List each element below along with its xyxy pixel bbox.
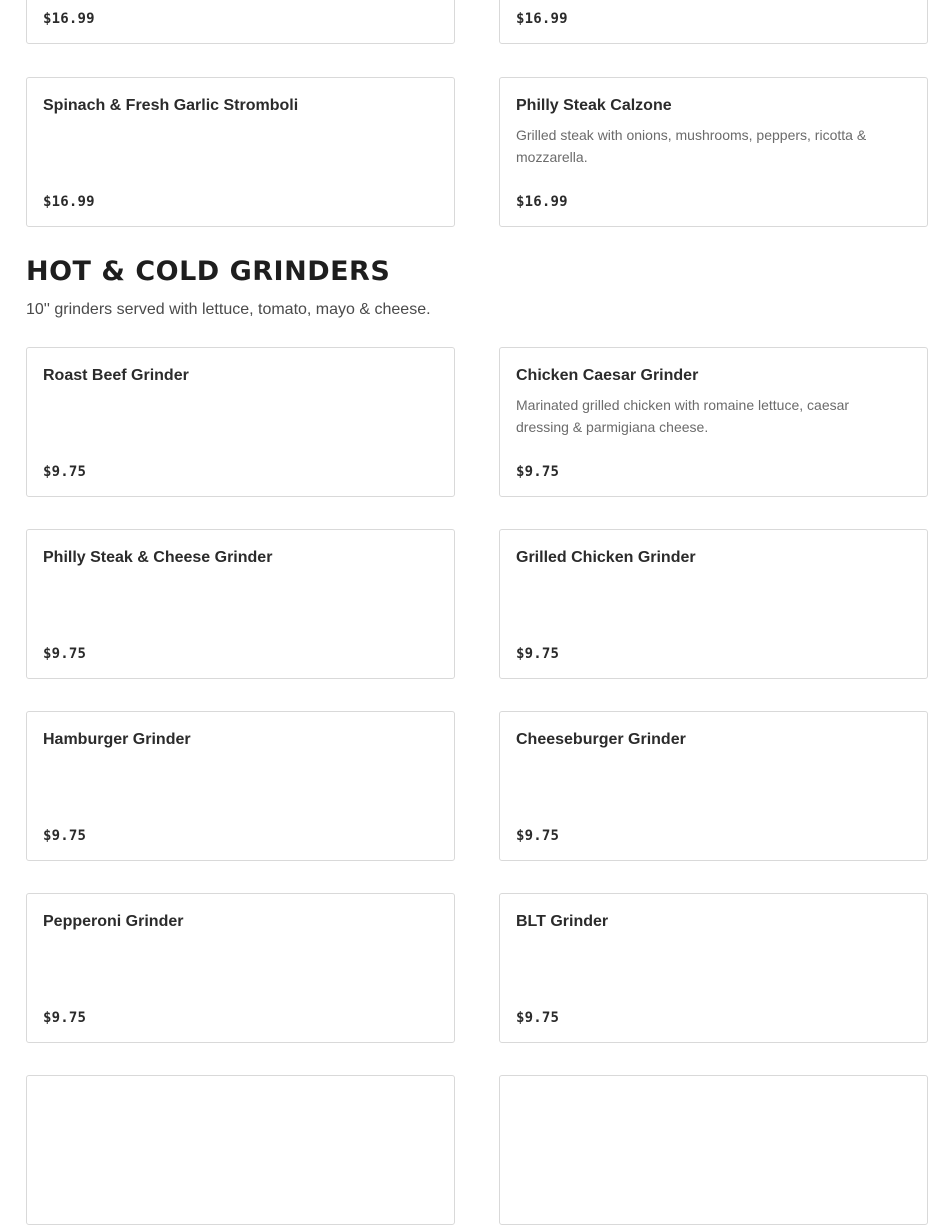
menu-item-price: $9.75 bbox=[516, 828, 560, 844]
menu-item-name: Pepperoni Grinder bbox=[43, 913, 184, 930]
menu-item-card[interactable] bbox=[26, 347, 455, 497]
menu-item-name: Chicken Caesar Grinder bbox=[516, 367, 699, 384]
menu-item-card[interactable] bbox=[26, 893, 455, 1043]
section-description: 10'' grinders served with lettuce, tomato, mayo & cheese. bbox=[26, 301, 431, 318]
menu-item-price: $16.99 bbox=[43, 194, 95, 210]
menu-item-description: Grilled steak with onions, mushrooms, peppers, ricotta & mozzarella. bbox=[516, 127, 867, 165]
menu-item-card[interactable] bbox=[499, 711, 928, 861]
menu-item-card[interactable] bbox=[26, 529, 455, 679]
menu-item-price: $9.75 bbox=[516, 464, 560, 480]
menu-item-price: $9.75 bbox=[43, 828, 87, 844]
menu-item-card[interactable] bbox=[499, 1075, 928, 1225]
menu-item-name: Spinach & Fresh Garlic Stromboli bbox=[43, 97, 299, 114]
menu-item-card[interactable] bbox=[26, 1075, 455, 1225]
menu-item-price: $16.99 bbox=[516, 11, 568, 27]
menu-item-price: $9.75 bbox=[516, 646, 560, 662]
menu-item-price: $9.75 bbox=[43, 464, 87, 480]
menu-item-price: $16.99 bbox=[516, 194, 568, 210]
menu-item-card[interactable] bbox=[499, 893, 928, 1043]
menu-item-name: Cheeseburger Grinder bbox=[516, 731, 686, 748]
menu-item-name: BLT Grinder bbox=[516, 913, 609, 930]
menu-item-name: Philly Steak & Cheese Grinder bbox=[43, 549, 273, 566]
menu-item-card[interactable] bbox=[499, 77, 928, 227]
menu-item-description: Marinated grilled chicken with romaine lettuce, caesar dressing & parmigiana cheese. bbox=[516, 397, 850, 435]
menu-item-name: Grilled Chicken Grinder bbox=[516, 549, 696, 566]
menu-item-name: Hamburger Grinder bbox=[43, 731, 191, 748]
menu-item-card[interactable] bbox=[499, 347, 928, 497]
menu-item-name: Roast Beef Grinder bbox=[43, 367, 189, 384]
section-title: HOT & COLD GRINDERS bbox=[26, 256, 391, 287]
menu-item-price: $9.75 bbox=[43, 1010, 87, 1026]
menu-item-card[interactable] bbox=[26, 77, 455, 227]
menu-item-name: Philly Steak Calzone bbox=[516, 97, 672, 114]
menu-item-card[interactable] bbox=[499, 0, 928, 44]
menu-item-card[interactable] bbox=[499, 529, 928, 679]
menu-item-card[interactable] bbox=[26, 711, 455, 861]
menu-item-price: $16.99 bbox=[43, 11, 95, 27]
menu-item-price: $9.75 bbox=[43, 646, 87, 662]
menu-item-card[interactable] bbox=[26, 0, 455, 44]
menu-item-price: $9.75 bbox=[516, 1010, 560, 1026]
